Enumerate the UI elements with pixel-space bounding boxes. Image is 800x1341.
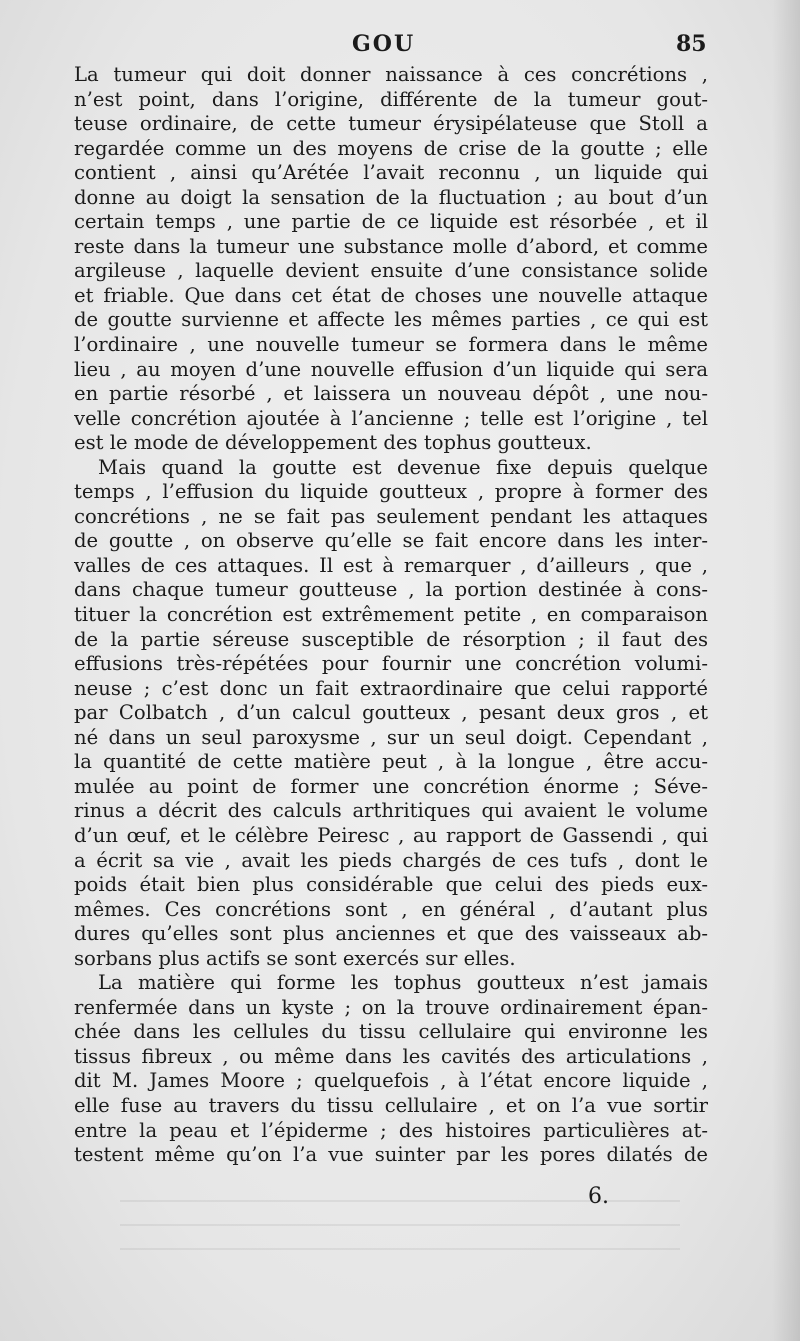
text-line: neuse ; c’est donc un fait extraordinaire que celui rapporté [74,676,708,700]
text-line: lieu , au moyen d’une nouvelle effusion d’un liquide qui sera [74,357,708,381]
text-line: valles de ces attaques. Il est à remarquer , d’ailleurs , que , [74,553,708,577]
signature-mark: 6. [588,1184,609,1209]
text-line: teuse ordinaire, de cette tumeur érysipélateuse que Stoll a [74,112,708,136]
text-line: la quantité de cette matière peut , à la longue , être accu- [74,750,708,774]
text-line: rinus a décrit des calculs arthritiques qui avaient le volume [74,799,708,823]
text-line: chée dans les cellules du tissu cellulaire qui environne les [74,1020,708,1044]
running-head-title: GOU [352,31,416,57]
text-line: et friable. Que dans cet état de choses une nouvelle attaque [74,283,708,307]
text-line: de la partie séreuse susceptible de résorption ; il faut des [74,627,708,651]
text-line: concrétions , ne se fait pas seulement pendant les attaques [74,504,708,528]
text-line: par Colbatch , d’un calcul goutteux , pesant deux gros , et [74,701,708,725]
text-line: mulée au point de former une concrétion énorme ; Séve- [74,774,708,798]
text-line: dit M. James Moore ; quelquefois , à l’état encore liquide , [74,1069,708,1093]
text-line: de goutte , on observe qu’elle se fait encore dans les inter- [74,529,708,553]
text-line: certain temps , une partie de ce liquide est résorbée , et il [74,210,708,234]
text-line: contient , ainsi qu’Arétée l’avait reconnu , un liquide qui [74,161,708,185]
text-line: de goutte survienne et affecte les mêmes parties , ce qui est [74,308,708,332]
body-text [74,63,708,1168]
text-line: La tumeur qui doit donner naissance à ces concrétions , [74,63,708,86]
text-line: renfermée dans un kyste ; on la trouve ordinairement épan- [74,995,708,1019]
text-line: né dans un seul paroxysme , sur un seul doigt. Cependant , [74,725,708,749]
text-line: sorbans plus actifs se sont exercés sur elles. [74,946,516,970]
text-line: argileuse , laquelle devient ensuite d’une consistance solide [74,259,708,283]
text-line: a écrit sa vie , avait les pieds chargés de ces tufs , dont le [74,848,708,872]
page-edge-shadow [772,0,800,1341]
text-line: n’est point, dans l’origine, différente de la tumeur gout- [74,87,708,111]
text-line: en partie résorbé , et laissera un nouveau dépôt , une nou- [74,382,708,406]
text-line: poids était bien plus considérable que celui des pieds eux- [74,873,708,897]
text-line: elle fuse au travers du tissu cellulaire , et on l’a vue sortir [74,1093,708,1117]
text-line: dans chaque tumeur goutteuse , la portion destinée à cons- [74,578,708,602]
text-line: l’ordinaire , une nouvelle tumeur se formera dans le même [74,333,708,357]
text-line: donne au doigt la sensation de la fluctuation ; au bout d’un [74,185,708,209]
text-line: velle concrétion ajoutée à l’ancienne ; telle est l’origine , tel [74,406,708,430]
text-line: effusions très-répétées pour fournir une concrétion volumi- [74,652,708,676]
text-line: reste dans la tumeur une substance molle d’abord, et comme [74,234,708,258]
text-line: dures qu’elles sont plus anciennes et que des vaisseaux ab- [74,922,708,946]
text-line: La matière qui forme les tophus goutteux n’est jamais [98,971,708,995]
text-line: Mais quand la goutte est devenue fixe depuis quelque [98,455,708,479]
text-line: temps , l’effusion du liquide goutteux , propre à former des [74,480,708,504]
running-head [0,31,800,61]
text-line: tissus fibreux , ou même dans les cavités des articulations , [74,1044,708,1068]
text-line: entre la peau et l’épiderme ; des histoires particulières at- [74,1118,708,1142]
text-line: mêmes. Ces concrétions sont , en général , d’autant plus [74,897,708,921]
text-line: testent même qu’on l’a vue suinter par les pores dilatés de [74,1143,708,1167]
text-line: d’un œuf, et le célèbre Peiresc , au rapport de Gassendi , qui [74,823,708,847]
text-line: tituer la concrétion est extrêmement petite , en comparaison [74,603,708,627]
page-number: 85 [676,31,707,57]
text-line: regardée comme un des moyens de crise de la goutte ; elle [74,136,708,160]
show-through-texture [120,1200,680,1260]
text-line: est le mode de développement des tophus goutteux. [74,431,592,455]
